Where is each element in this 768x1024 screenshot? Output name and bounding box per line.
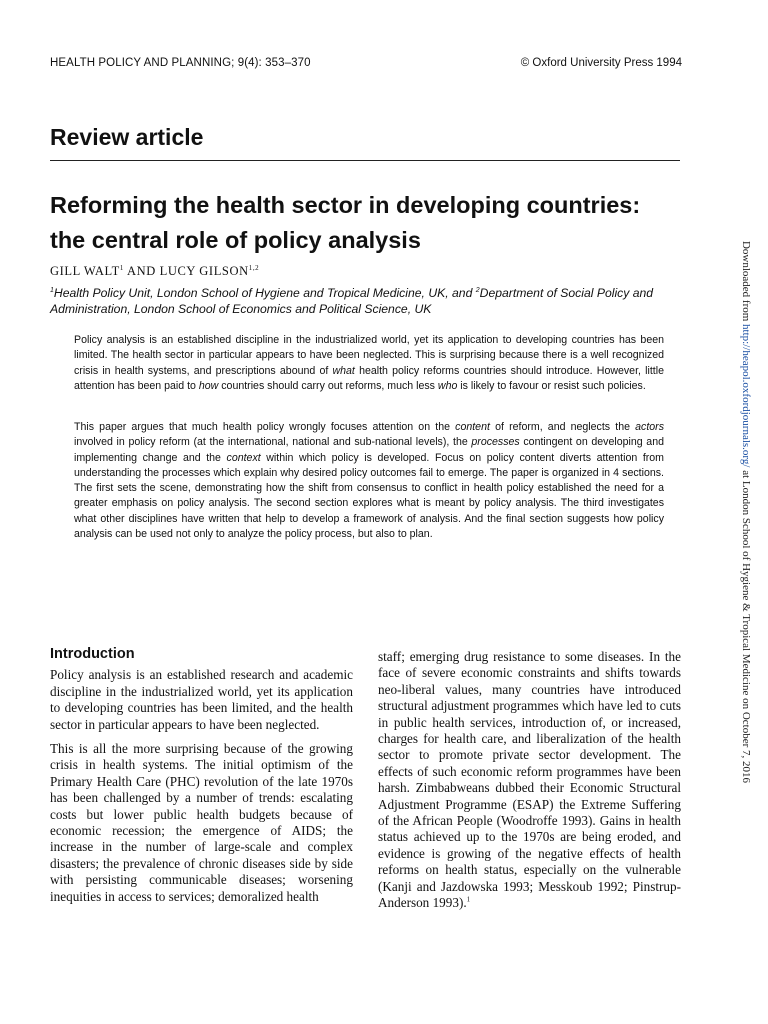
download-note-prefix: Downloaded from <box>740 240 752 325</box>
body-paragraph: Policy analysis is an established research and academic discipline in the industrialized world, yet its application to developing countries has been limited, and the health sector in particular appears to have been neglected. <box>50 667 353 732</box>
author-list <box>50 264 259 279</box>
body-column-right <box>378 649 681 920</box>
body-paragraph-text: staff; emerging drug resistance to some diseases. In the face of severe economic constraints and shifts towards neo-liberal values, many countries have introduced structural adjustment programmes which have led to cuts in public health services, introduction of, or increased, charges for health care, and liberalization of the health sector to promote private sector development. The effects of such economic reform programmes have been harsh. Zimbabweans dubbed their Economic Structural Adjustment Programme (ESAP) the Extreme Suffering of the African People (Woodroffe 1993). Gains in health status achieved up to the 1970s are being eroded, and evidence is growing of the negative effects of health reforms on health status, especially on the vulnerable (Kanji and Jazdowska 1993; Messkoub 1992; Pinstrup-Anderson 1993). <box>378 649 681 911</box>
author-1: GILL WALT <box>50 264 120 278</box>
author-2-affil-marker: 1,2 <box>248 263 260 272</box>
abstract-emphasis: who <box>437 379 458 392</box>
abstract-text: of reform, and neglects the <box>489 421 636 433</box>
abstract-emphasis: how <box>198 379 219 392</box>
footnote-marker: 1 <box>466 895 471 904</box>
abstract-emphasis: content <box>455 421 490 433</box>
journal-link[interactable]: http://heapol.oxfordjournals.org/ <box>740 324 752 468</box>
abstract-paragraph-2 <box>74 420 664 542</box>
body-paragraph <box>378 649 681 912</box>
title-line-2: the central role of policy analysis <box>50 227 421 253</box>
affiliations <box>50 286 690 317</box>
download-note-suffix: at London School of Hygiene & Tropical Medicine on October 7, 2016 <box>740 467 752 784</box>
author-2: AND LUCY GILSON <box>123 264 249 278</box>
abstract-emphasis: what <box>332 364 355 377</box>
article-type-label: Review article <box>50 124 204 150</box>
abstract-text: involved in policy reform (at the international, national and sub-national levels), the <box>74 436 472 449</box>
affil-marker-1: 1 <box>50 286 54 294</box>
abstract-emphasis: context <box>226 451 261 464</box>
title-line-1: Reforming the health sector in developing countries: <box>50 192 641 218</box>
header-divider <box>50 160 680 161</box>
abstract-paragraph-1 <box>74 333 664 394</box>
article-title <box>50 188 690 258</box>
download-watermark <box>740 241 752 783</box>
abstract-text: This paper argues that much health policy wrongly focuses attention on the <box>74 421 456 433</box>
abstract-text: contingent on developing and implementing change and the <box>74 436 664 464</box>
abstract-text: countries should carry out reforms, much less <box>218 379 438 392</box>
abstract-text: health policy reforms countries should introduce. However, little attention has been paid to <box>74 364 664 392</box>
copyright-notice: © Oxford University Press 1994 <box>520 57 682 69</box>
affiliation-2: Department of Social Policy and Administration, London School of Economics and Political Science, UK <box>50 286 654 316</box>
affil-marker-2: 2 <box>475 286 480 294</box>
body-paragraph: This is all the more surprising because of the growing crisis in health systems. The initial optimism of the Primary Health Care (PHC) revolution of the late 1970s has been challenged by a number of trends: escalating costs but lower public health budgets because of economic recession; the emergence of AIDS; the increase in the number of large-scale and complex disasters; the prevalence of chronic diseases side by side with persisting communicable diseases; worsening inequities in access to services; demoralized health <box>50 741 353 904</box>
abstract-emphasis: actors <box>635 421 665 433</box>
abstract-text: Policy analysis is an established discipline in the industrialized world, yet its application to developing countries has been limited. The health sector in particular appears to have been neglected. This is surprising because there is a well recognized crisis in health systems, and prescriptions abound of <box>74 334 664 377</box>
affiliation-1: Health Policy Unit, London School of Hygiene and Tropical Medicine, UK, and <box>53 286 476 300</box>
abstract-text: is likely to favour or resist such policies. <box>457 379 646 392</box>
abstract-text: within which policy is developed. Focus on policy content diverts attention from understanding the processes which explain why desired policy outcomes fail to emerge. The paper is organized in 4 sections. The first sets the scene, demonstrating how the shift from consensus to conflict in health policy established the need for a greater emphasis on policy analysis. The second section explores what is meant by policy analysis. The third investigates what other disciplines have written that help to develop a framework of analysis. And the final section suggests how policy analysis can be used not only to analyze the policy process, but also to plan. <box>74 451 665 541</box>
section-heading-introduction: Introduction <box>50 646 135 662</box>
journal-citation: HEALTH POLICY AND PLANNING; 9(4): 353–370 <box>50 57 311 69</box>
abstract-emphasis: processes <box>471 436 520 449</box>
body-column-left <box>50 646 353 913</box>
author-1-affil-marker: 1 <box>119 263 124 272</box>
